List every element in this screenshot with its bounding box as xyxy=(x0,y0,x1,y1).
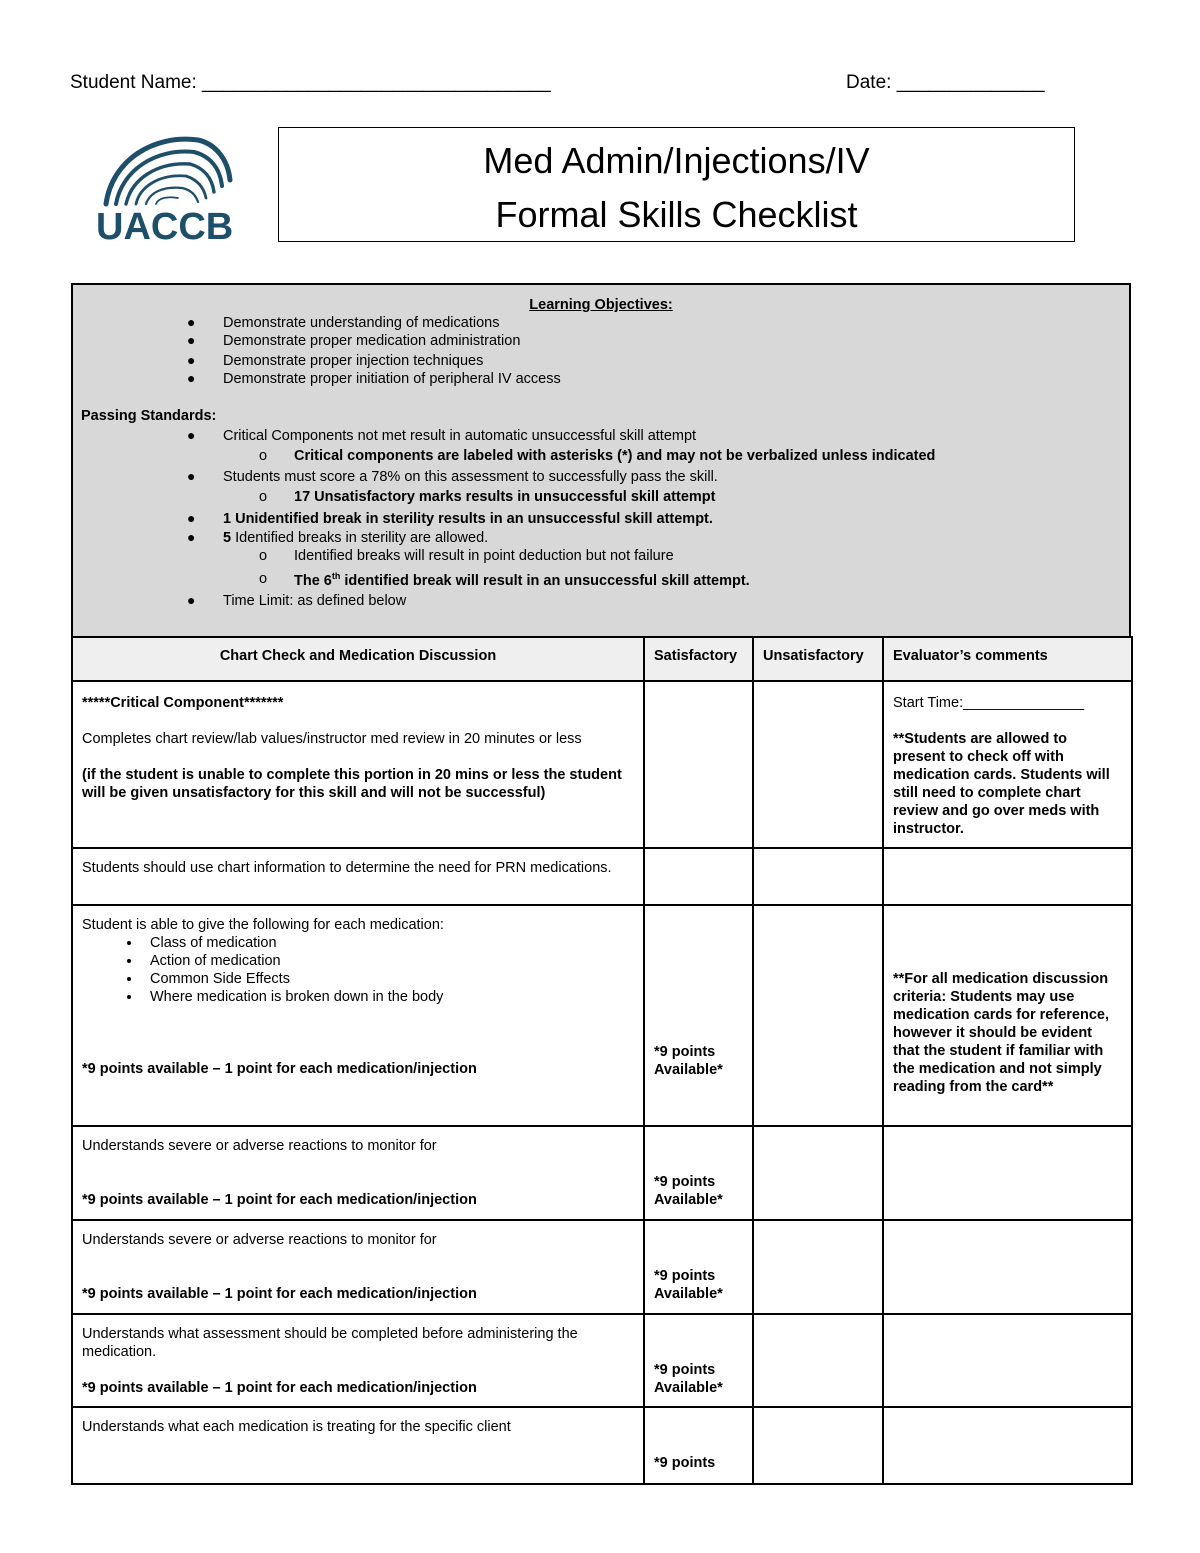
comments-cell[interactable] xyxy=(883,1407,1132,1484)
bullet-icon: ● xyxy=(187,468,196,484)
checklist-table xyxy=(71,636,1133,1485)
points-available: *9 points Available* xyxy=(654,1044,723,1078)
bullet-icon: ● xyxy=(187,510,196,526)
objective-item: Demonstrate understanding of medications xyxy=(223,315,500,331)
standard-item: Critical Components not met result in automatic unsuccessful skill attempt xyxy=(223,428,697,444)
table-header-row xyxy=(72,637,1132,681)
criteria-cell xyxy=(72,1314,644,1407)
criteria-list xyxy=(82,934,634,1006)
list-item: • Class of medication xyxy=(142,934,634,952)
list-item: • Action of medication xyxy=(142,952,634,970)
table-row xyxy=(72,1220,1132,1314)
satisfactory-cell[interactable] xyxy=(644,1220,753,1314)
comments-cell[interactable] xyxy=(883,681,1132,848)
criteria-cell xyxy=(72,848,644,905)
points-available: *9 points Available* xyxy=(654,1174,723,1208)
criteria-note: (if the student is unable to complete this portion in 20 mins or less the student will be given unsatisfactory for this skill and will not be successful) xyxy=(82,767,622,801)
comments-cell[interactable] xyxy=(883,1220,1132,1314)
column-header: Chart Check and Medication Discussion xyxy=(72,637,644,681)
criteria-text: Understands what each medication is treating for the specific client xyxy=(82,1419,511,1435)
satisfactory-cell[interactable] xyxy=(644,1126,753,1220)
unsatisfactory-cell[interactable] xyxy=(753,1314,883,1407)
title-line-2: Formal Skills Checklist xyxy=(495,194,858,235)
unsatisfactory-cell[interactable] xyxy=(753,1126,883,1220)
objective-item: Demonstrate proper medication administration xyxy=(223,333,521,349)
title-line-1: Med Admin/Injections/IV xyxy=(483,140,870,181)
critical-label: *****Critical Component******* xyxy=(82,695,284,711)
table-row xyxy=(72,848,1132,905)
satisfactory-cell[interactable] xyxy=(644,848,753,905)
criteria-text: Understands severe or adverse reactions to monitor for xyxy=(82,1138,437,1154)
points-note: *9 points available – 1 point for each medication/injection xyxy=(82,1061,477,1077)
standard-subitem: 17 Unsatisfactory marks results in unsuccessful skill attempt xyxy=(294,489,716,505)
criteria-text: Understands what assessment should be completed before administering the medication. xyxy=(82,1326,578,1360)
student-name-field[interactable]: Student Name: _________________________________ xyxy=(70,72,551,93)
standards-heading: Passing Standards: xyxy=(81,408,217,424)
standard-text: The 6 xyxy=(294,572,332,589)
satisfactory-cell[interactable] xyxy=(644,681,753,848)
criteria-cell xyxy=(72,905,644,1126)
table-row xyxy=(72,1126,1132,1220)
standard-item: 1 Unidentified break in sterility results in an unsuccessful skill attempt. xyxy=(223,511,713,527)
criteria-text: Students should use chart information to determine the need for PRN medications. xyxy=(82,860,612,876)
criteria-text: Completes chart review/lab values/instructor med review in 20 minutes or less xyxy=(82,731,582,747)
criteria-cell xyxy=(72,1407,644,1484)
points-note: *9 points available – 1 point for each medication/injection xyxy=(82,1192,477,1208)
criteria-text: Understands severe or adverse reactions to monitor for xyxy=(82,1232,437,1248)
comment-note: **For all medication discussion criteria: Students may use medication cards for reference, however it should be evident that the student if familiar with the medication and not simply reading from the card** xyxy=(893,971,1109,1095)
satisfactory-cell[interactable] xyxy=(644,1314,753,1407)
standard-item: Time Limit: as defined below xyxy=(223,593,407,609)
table-row xyxy=(72,905,1132,1126)
bullet-icon: ● xyxy=(187,370,196,386)
bullet-icon: ● xyxy=(187,332,196,348)
points-available: *9 points xyxy=(654,1455,716,1471)
document-title xyxy=(278,127,1075,242)
sub-bullet-icon: o xyxy=(259,448,268,464)
criteria-cell xyxy=(72,1220,644,1314)
column-header: Unsatisfactory xyxy=(753,637,883,681)
bullet-icon: ● xyxy=(187,427,196,443)
sub-bullet-icon: o xyxy=(259,489,268,505)
standard-subitem: Identified breaks will result in point deduction but not failure xyxy=(294,548,674,564)
unsatisfactory-cell[interactable] xyxy=(753,848,883,905)
logo-text: UACCB xyxy=(96,206,234,248)
sub-bullet-icon: o xyxy=(259,548,268,564)
standard-subitem: Critical components are labeled with asterisks (*) and may not be verbalized unless indicated xyxy=(294,448,936,464)
unsatisfactory-cell[interactable] xyxy=(753,1407,883,1484)
bullet-icon: ● xyxy=(187,314,196,330)
bullet-icon: ● xyxy=(187,529,196,545)
bullet-icon: ● xyxy=(187,352,196,368)
unsatisfactory-cell[interactable] xyxy=(753,905,883,1126)
table-row xyxy=(72,681,1132,848)
list-item: • Common Side Effects xyxy=(142,970,634,988)
objective-item: Demonstrate proper injection techniques xyxy=(223,353,484,369)
standard-item xyxy=(223,530,488,546)
date-field[interactable]: Date: ______________ xyxy=(846,72,1045,93)
satisfactory-cell[interactable] xyxy=(644,905,753,1126)
column-header: Satisfactory xyxy=(644,637,753,681)
superscript: th xyxy=(331,571,341,581)
points-note: *9 points available – 1 point for each medication/injection xyxy=(82,1380,477,1396)
start-time-field[interactable]: Start Time:_______________ xyxy=(893,695,1085,711)
standard-item: Students must score a 78% on this assessment to successfully pass the skill. xyxy=(223,469,718,485)
unsatisfactory-cell[interactable] xyxy=(753,1220,883,1314)
comments-cell[interactable] xyxy=(883,1126,1132,1220)
list-item: • Where medication is broken down in the body xyxy=(142,988,634,1006)
table-row xyxy=(72,1314,1132,1407)
standard-text: Identified breaks in sterility are allowed. xyxy=(231,530,489,546)
comments-cell[interactable] xyxy=(883,848,1132,905)
comments-cell[interactable] xyxy=(883,1314,1132,1407)
comments-cell[interactable] xyxy=(883,905,1132,1126)
standard-subitem xyxy=(294,571,750,589)
unsatisfactory-cell[interactable] xyxy=(753,681,883,848)
points-note: *9 points available – 1 point for each medication/injection xyxy=(82,1286,477,1302)
objective-item: Demonstrate proper initiation of peripheral IV access xyxy=(223,371,561,387)
criteria-cell xyxy=(72,1126,644,1220)
criteria-cell xyxy=(72,681,644,848)
standard-count: 5 xyxy=(223,530,232,546)
objectives-heading: Learning Objectives: xyxy=(529,297,673,313)
objectives-panel xyxy=(71,283,1131,637)
table-row xyxy=(72,1407,1132,1484)
sub-bullet-icon: o xyxy=(259,571,268,587)
bullet-icon: ● xyxy=(187,592,196,608)
column-header: Evaluator’s comments xyxy=(883,637,1132,681)
points-available: *9 points Available* xyxy=(654,1362,723,1396)
criteria-text: Student is able to give the following for each medication: xyxy=(82,917,444,933)
points-available: *9 points Available* xyxy=(654,1268,723,1302)
comment-note: **Students are allowed to present to check off with medication cards. Students will still need to complete chart review and go over meds with instructor. xyxy=(893,731,1110,837)
satisfactory-cell[interactable] xyxy=(644,1407,753,1484)
standard-text: identified break will result in an unsuccessful skill attempt. xyxy=(340,572,750,589)
